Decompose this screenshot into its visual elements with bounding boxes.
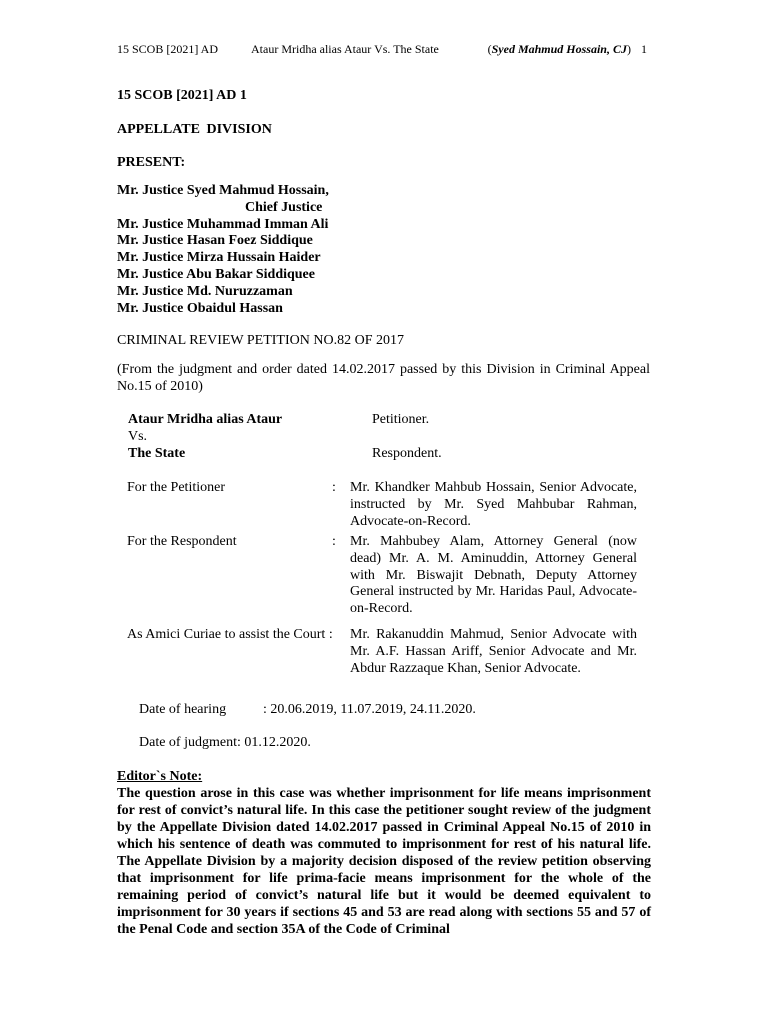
header-judge-close: ) [627,42,631,56]
editor-note-heading: Editor`s Note: [117,769,203,784]
respondent-name: The State [128,446,186,461]
hearing-date-line [139,702,476,718]
hearing-date-label: Date of hearing [139,702,227,717]
petitioner-name: Ataur Mridha alias Ataur [128,412,283,427]
present-label: PRESENT: [117,155,186,170]
petition-title: CRIMINAL REVIEW PETITION NO.82 OF 2017 [117,333,404,348]
page-number: 1 [641,42,647,56]
running-header [117,42,647,58]
bench-judge: Mr. Justice Md. Nuruzzaman [117,283,293,299]
header-citation: 15 SCOB [2021] AD [117,42,219,56]
case-citation: 15 SCOB [2021] AD 1 [117,88,247,103]
hearing-date-value: : 20.06.2019, 11.07.2019, 24.11.2020. [263,702,476,717]
chief-justice-title: Chief Justice [245,199,323,215]
bench-judge: Mr. Justice Muhammad Imman Ali [117,216,329,232]
bench-judge: Mr. Justice Abu Bakar Siddiquee [117,266,315,282]
counsel-label-petitioner: For the Petitioner [127,480,225,495]
bench-judge: Mr. Justice Mirza Hussain Haider [117,250,321,266]
counsel-label-respondent: For the Respondent [127,534,237,549]
header-case-parties: Ataur Mridha alias Ataur Vs. The State [251,42,439,56]
versus-label: Vs. [128,429,148,444]
counsel-colon: : [332,480,336,495]
bench-list [117,183,329,317]
counsel-label-amici: As Amici Curiae to assist the Court : [127,627,333,642]
bench-judge: Mr. Justice Hasan Foez Siddique [117,233,313,249]
counsel-text-amici: Mr. Rakanuddin Mahmud, Senior Advocate with Mr. A.F. Hassan Ariff, Senior Advocate and Mr. Abdur Razzaque Khan, Senior Advocate. [350,627,637,676]
respondent-role: Respondent. [372,446,442,461]
editor-note-text: The question arose in this case was whether imprisonment for life means imprisonment for rest of convict’s natural life. In this case the petitioner sought review of the judgment by the Appellate Division dated 14.02.2017 passed in Criminal Appeal No.15 of 2010 in which his sentence of death was commuted to imprisonment for rest of his natural life. The Appellate Division by a majority decision disposed of the review petition observing that imprisonment for life prima-facie means imprisonment for the whole of the remaining period of convict’s natural life but it would be deemed equivalent to imprisonment for 30 years if sections 45 and 53 are read along with sections 55 and 57 of the Penal Code and section 35A of the Code of Criminal [117,786,651,937]
counsel-text-petitioner: Mr. Khandker Mahbub Hossain, Senior Advocate, instructed by Mr. Syed Mahbubar Rahman, Advocate-on-Record. [350,480,637,529]
counsel-text-respondent: Mr. Mahbubey Alam, Attorney General (now dead) Mr. A. M. Aminuddin, Attorney General with Mr. Biswajit Debnath, Deputy Attorney General instructed by Mr. Haridas Paul, Advocate-on-Record. [350,534,637,617]
header-judge [488,42,631,57]
bench-judge: Mr. Justice Obaidul Hassan [117,300,283,316]
bench-judge: Mr. Justice Syed Mahmud Hossain, [117,183,329,198]
petition-origin: (From the judgment and order dated 14.02.2017 passed by this Division in Criminal Appeal No.15 of 2010) [117,362,650,394]
division-heading: APPELLATE DIVISION [117,122,272,137]
petitioner-role: Petitioner. [372,412,430,427]
header-judge-name: Syed Mahmud Hossain, CJ [491,42,627,56]
judgment-date-line: Date of judgment: 01.12.2020. [139,735,311,750]
counsel-colon: : [332,534,336,549]
header-judge-open: ( [487,42,492,56]
